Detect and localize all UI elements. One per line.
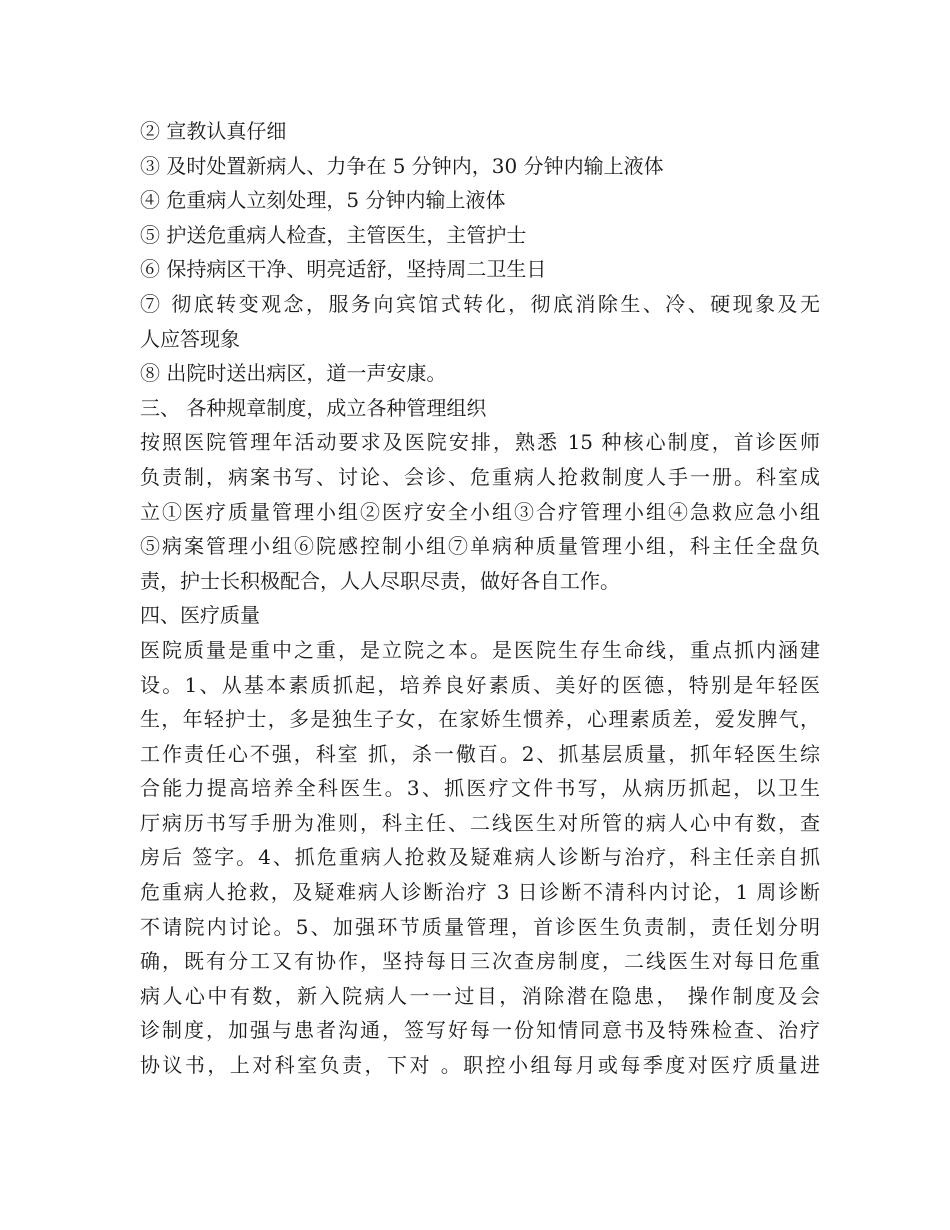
list-item-8: ⑧ 出院时送出病区，道一声安康。 <box>140 361 447 386</box>
list-item-3: ③ 及时处置新病人、力争在 5 分钟内，30 分钟内输上液体 <box>140 153 664 178</box>
list-item-7: ⑦ 彻底转变观念，服务向宾馆式转化，彻底消除生、冷、硬现象及无 <box>140 291 820 316</box>
list-item-6: ⑥ 保持病区干净、明亮适舒，坚持周二卫生日 <box>140 257 547 282</box>
list-item-7-continued: 人应答现象 <box>140 326 240 351</box>
section-heading-3: 三、 各种规章制度，成立各种管理组织 <box>140 395 487 420</box>
paragraph-line: 负责制，病案书写、讨论、会诊、危重病人抢救制度人手一册。科室成 <box>140 464 820 489</box>
paragraph-line: 病人心中有数，新入院病人一一过目，消除潜在隐患， 操作制度及会 <box>140 983 820 1008</box>
document-body <box>140 114 820 1083</box>
paragraph-line: 确，既有分工又有协作，坚持每日三次查房制度，二线医生对每日危重 <box>140 949 820 974</box>
list-item-2: ② 宣教认真仔细 <box>140 119 287 143</box>
section-heading-4: 四、医疗质量 <box>140 603 260 628</box>
paragraph-line: ⑤病案管理小组⑥院感控制小组⑦单病种质量管理小组，科主任全盘负 <box>140 534 820 559</box>
paragraph-line: 房后 签字。4、抓危重病人抢救及疑难病人诊断与治疗，科主任亲自抓 <box>140 845 820 870</box>
paragraph-line: 不请院内讨论。5、加强环节质量管理，首诊医生负责制，责任划分明 <box>140 914 820 939</box>
paragraph-line: 医院质量是重中之重，是立院之本。是医院生存生命线，重点抓内涵建 <box>140 637 820 662</box>
paragraph-line: 设。1、从基本素质抓起，培养良好素质、美好的医德，特别是年轻医 <box>140 672 820 697</box>
paragraph-line: 生，年轻护士，多是独生子女，在家娇生惯养，心理素质差，爱发脾气， <box>140 707 820 732</box>
paragraph-line: 诊制度，加强与患者沟通，签写好每一份知情同意书及特殊检查、治疗 <box>140 1018 820 1043</box>
paragraph-line: 厅病历书写手册为准则，科主任、二线医生对所管的病人心中有数，查 <box>140 810 820 835</box>
paragraph-line: 责，护士长积极配合，人人尽职尽责，做好各自工作。 <box>140 568 620 593</box>
paragraph-line: 工作责任心不强，科室 抓，杀一儆百。2、抓基层质量，抓年轻医生综 <box>140 741 820 766</box>
paragraph-line: 立①医疗质量管理小组②医疗安全小组③合疗管理小组④急救应急小组 <box>140 499 820 524</box>
paragraph-line: 危重病人抢救，及疑难病人诊断治疗 3 日诊断不清科内讨论，1 周诊断 <box>140 880 820 905</box>
paragraph-line: 协议书，上对科室负责，下对 。职控小组每月或每季度对医疗质量进 <box>140 1053 820 1078</box>
paragraph-line: 合能力提高培养全科医生。3、抓医疗文件书写，从病历抓起，以卫生 <box>140 776 820 801</box>
list-item-4: ④ 危重病人立刻处理，5 分钟内输上液体 <box>140 188 506 213</box>
list-item-5: ⑤ 护送危重病人检查，主管医生，主管护士 <box>140 222 527 247</box>
paragraph-line: 按照医院管理年活动要求及医院安排，熟悉 15 种核心制度，首诊医师 <box>140 430 820 455</box>
